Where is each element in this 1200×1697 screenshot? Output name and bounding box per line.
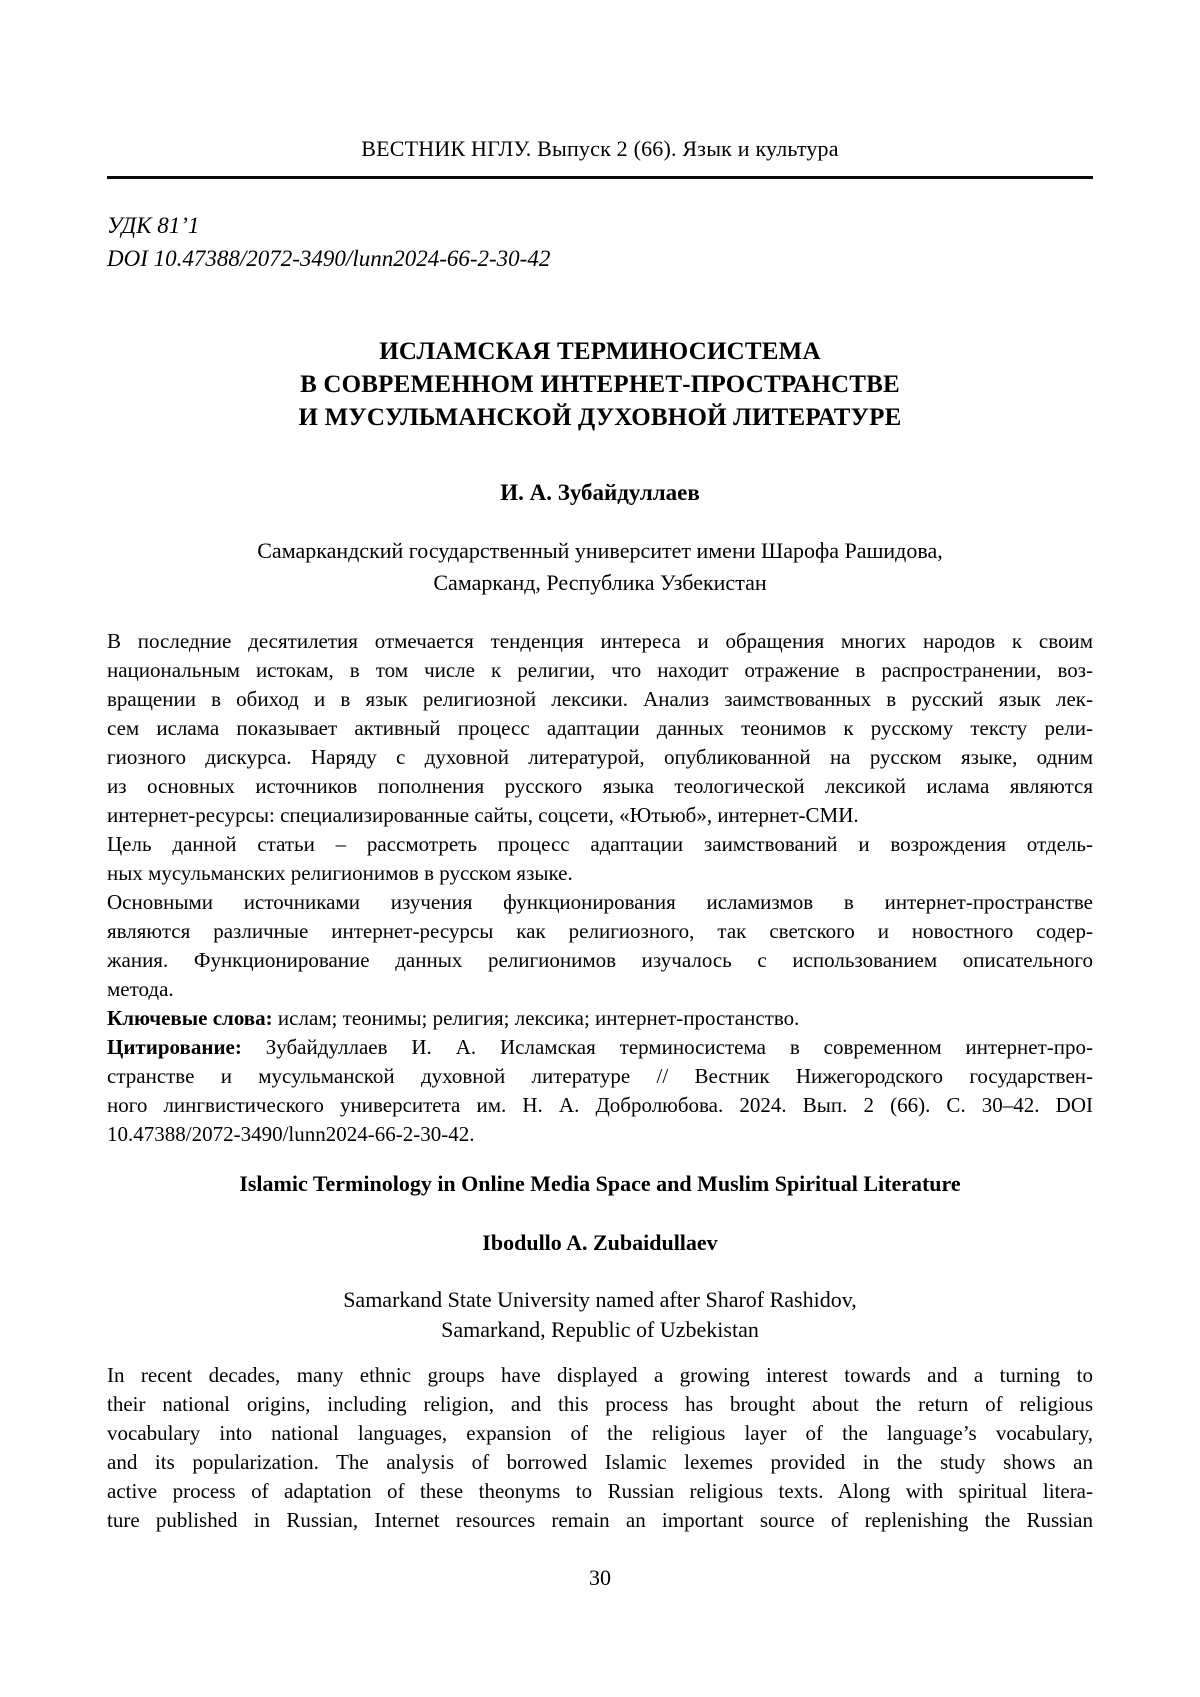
text-line: ного лингвистического университета им. Н. А. Добролюбова. 2024. Вып. 2 (66). С. 30–42. DOI: [107, 1093, 1093, 1117]
text-line: странстве и мусульманской духовной литературе // Вестник Нижегородского государствен-: [107, 1064, 1093, 1088]
text-line: вращении в обиход и в язык религиозной лексики. Анализ заимствованных в русский язык лек-: [107, 687, 1093, 711]
bold-label: Ключевые слова:: [107, 1006, 273, 1030]
abstract-en: [107, 1361, 1093, 1535]
text-line: vocabulary into national languages, expansion of the religious layer of the language’s vocabulary,: [107, 1421, 1093, 1445]
udk-line: УДК 81’1: [107, 213, 200, 238]
text-line: жания. Функционирование данных религионимов изучалось с использованием описательного: [107, 948, 1093, 972]
text-line: ture published in Russian, Internet resources remain an important source of replenishing the Russian: [107, 1508, 1093, 1532]
author-name-ru: И. А. Зубайдуллаев: [500, 480, 700, 505]
text-line: ИСЛАМСКАЯ ТЕРМИНОСИСТЕМА: [379, 338, 821, 365]
affiliation-ru: [107, 535, 1093, 599]
text-line: гиозного дискурса. Наряду с духовной литературой, опубликованной на русском языке, одним: [107, 745, 1093, 769]
text-line: and its popularization. The analysis of borrowed Islamic lexemes provided in the study shows an: [107, 1450, 1093, 1474]
text-line: И МУСУЛЬМАНСКОЙ ДУХОВНОЙ ЛИТЕРАТУРЕ: [298, 404, 902, 431]
text-line: Самаркандский государственный университет имени Шарофа Рашидова,: [257, 538, 943, 563]
affiliation-en: [107, 1285, 1093, 1345]
text-line: В последние десятилетия отмечается тенденция интереса и обращения многих народов к своим: [107, 629, 1093, 653]
text-line: ных мусульманских религионимов в русском языке.: [107, 861, 573, 885]
article-title-en: Islamic Terminology in Online Media Space and Muslim Spiritual Literature: [239, 1171, 961, 1196]
text-line: из основных источников пополнения русского языка теологической лексикой ислама являются: [107, 774, 1093, 798]
text-line: Цитирование: Зубайдуллаев И. А. Исламская терминосистема в современном интернет-про-: [107, 1035, 1093, 1059]
text-line: In recent decades, many ethnic groups have displayed a growing interest towards and a turning to: [107, 1363, 1093, 1387]
udk-doi-block: [107, 209, 1093, 275]
text-line: Цель данной статьи – рассмотреть процесс адаптации заимствований и возрождения отдель-: [107, 832, 1093, 856]
running-head: ВЕСТНИК НГЛУ. Выпуск 2 (66). Язык и культура: [361, 136, 839, 161]
text-line: интернет-ресурсы: специализированные сайты, соцсети, «Ютьюб», интернет-СМИ.: [107, 803, 859, 827]
doi-line: DOI 10.47388/2072-3490/lunn2024-66-2-30-42: [107, 246, 551, 271]
text-line: Самарканд, Республика Узбекистан: [433, 570, 767, 595]
text-line: В СОВРЕМЕННОМ ИНТЕРНЕТ-ПРОСТРАНСТВЕ: [300, 371, 900, 398]
text-line: являются различные интернет-ресурсы как религиозного, так светского и новостного содер-: [107, 919, 1093, 943]
article-title-ru: [107, 335, 1093, 434]
text-line: Samarkand State University named after Sharof Rashidov,: [343, 1287, 857, 1312]
text-line: their national origins, including religion, and this process has brought about the return of religious: [107, 1392, 1093, 1416]
text-line: Samarkand, Republic of Uzbekistan: [441, 1317, 759, 1342]
text-line: метода.: [107, 977, 174, 1001]
abstract-ru: [107, 627, 1093, 1149]
text-line: active process of adaptation of these theonyms to Russian religious texts. Along with spiritual litera-: [107, 1479, 1093, 1503]
page-number: 30: [589, 1565, 611, 1590]
bold-label: Цитирование:: [107, 1035, 242, 1059]
text-line: Основными источниками изучения функционирования исламизмов в интернет-пространстве: [107, 890, 1093, 914]
header-rule: [107, 176, 1093, 179]
text-line: 10.47388/2072-3490/lunn2024-66-2-30-42.: [107, 1122, 475, 1146]
text-line: национальным истокам, в том числе к религии, что находит отражение в распространении, воз-: [107, 658, 1093, 682]
author-name-en: Ibodullo A. Zubaidullaev: [482, 1230, 718, 1255]
text-line: Ключевые слова: ислам; теонимы; религия; лексика; интернет-простанство.: [107, 1006, 800, 1030]
text-line: сем ислама показывает активный процесс адаптации данных теонимов к русскому тексту рели-: [107, 716, 1093, 740]
